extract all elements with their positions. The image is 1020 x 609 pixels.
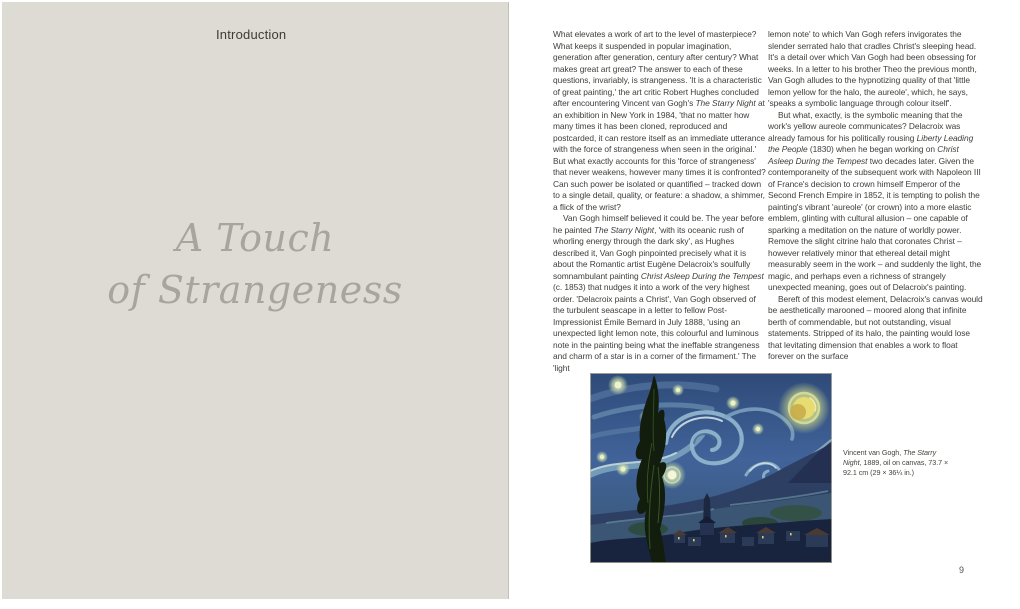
starry-night-painting: [590, 373, 832, 563]
section-label: Introduction: [216, 27, 287, 42]
right-page: [509, 0, 1020, 609]
chapter-title-line1: A Touch: [175, 216, 335, 260]
chapter-title-line2: of Strangeness: [107, 268, 403, 312]
text-column-1: What elevates a work of art to the level of masterpiece? What keeps it suspended in popular imagination, generation after generation, century after century? What makes great art great? The answer to each of these questions, invariably, is strangeness. 'It is a characteristic of great painting,' the art critic Robert Hughes concluded after encountering Vincent van Gogh's The Starry Night at an exhibition in New York in 1984, 'that no matter how many times it has been cloned, reproduced and postcarded, it can restore itself as an immediate utterance with the force of strangeness when seen in the original.' But what exactly accounts for this 'force of strangeness' that never weakens, however many times it is confronted? Can such power be isolated or quantified – tracked down to a single detail, quality, or feature: a shadow, a shimmer, a flick of the wrist? Van Gogh himself believed it could be. The year before he painted The Starry Night, 'with its oceanic rush of whorling energy through the dark sky', as Hughes described it, Van Gogh pinpointed precisely what it is about the Romantic artist Eugène Delacroix's soulfully somnambulant painting Christ Asleep During the Tempest (c. 1853) that nudges it into a work of the very highest order. 'Delacroix paints a Christ', Van Gogh observed of the turbulent seascape in a letter to fellow Post-Impressionist Émile Bernard in July 1888, 'using an unexpected light lemon note, this colourful and luminous note in the painting being what the ineffable strangeness and charm of a star is in a corner of the firmament.' The 'light: [553, 29, 766, 373]
chapter-title: [2, 212, 508, 316]
text-column-2: lemon note' to which Van Gogh refers invigorates the slender serrated halo that cradles Christ's sleeping head. It's a detail over which Van Gogh had been obsessing for weeks. In a letter to his brother Theo the previous month, Van Gogh alludes to the hypnotizing quality of that 'little lemon yellow for the halo, the aureole', which, he says, 'speaks a symbolic language through colour itself'. But what, exactly, is the symbolic meaning that the work's yellow aureole communicates? Delacroix was already famous for his politically rousing Liberty Leading the People (1830) when he began working on Christ Asleep During the Tempest two decades later. Given the contemporaneity of the subsequent work with Napoleon III of France's decision to crown himself Emperor of the Second French Empire in 1852, it is tempting to polish the painting's vibrant 'aureole' (or crown) into a more elastic emblem, glinting with cultural allusion – one capable of sparking a meditation on the nature of worldly power. Remove the slight citrine halo that coronates Christ – however relatively minor that ethereal detail might measurably seem in the work – and suddenly the light, the magic, and perhaps even a richness of strangely unexpected meaning, goes out of Delacroix's painting. Bereft of this modest element, Delacroix's canvas would be aesthetically marooned – moored along that infinite berth of commendable, but not outstanding, visual statements. Stripped of its halo, the painting would lose that levitating dimension that enables a work to float forever on the surface: [768, 29, 983, 361]
page-number: 9: [959, 565, 965, 575]
painting-caption: Vincent van Gogh, The Starry Night, 1889, oil on canvas, 73.7 × 92.1 cm (29 × 36¼ in.): [843, 448, 949, 477]
left-page: [2, 2, 509, 599]
